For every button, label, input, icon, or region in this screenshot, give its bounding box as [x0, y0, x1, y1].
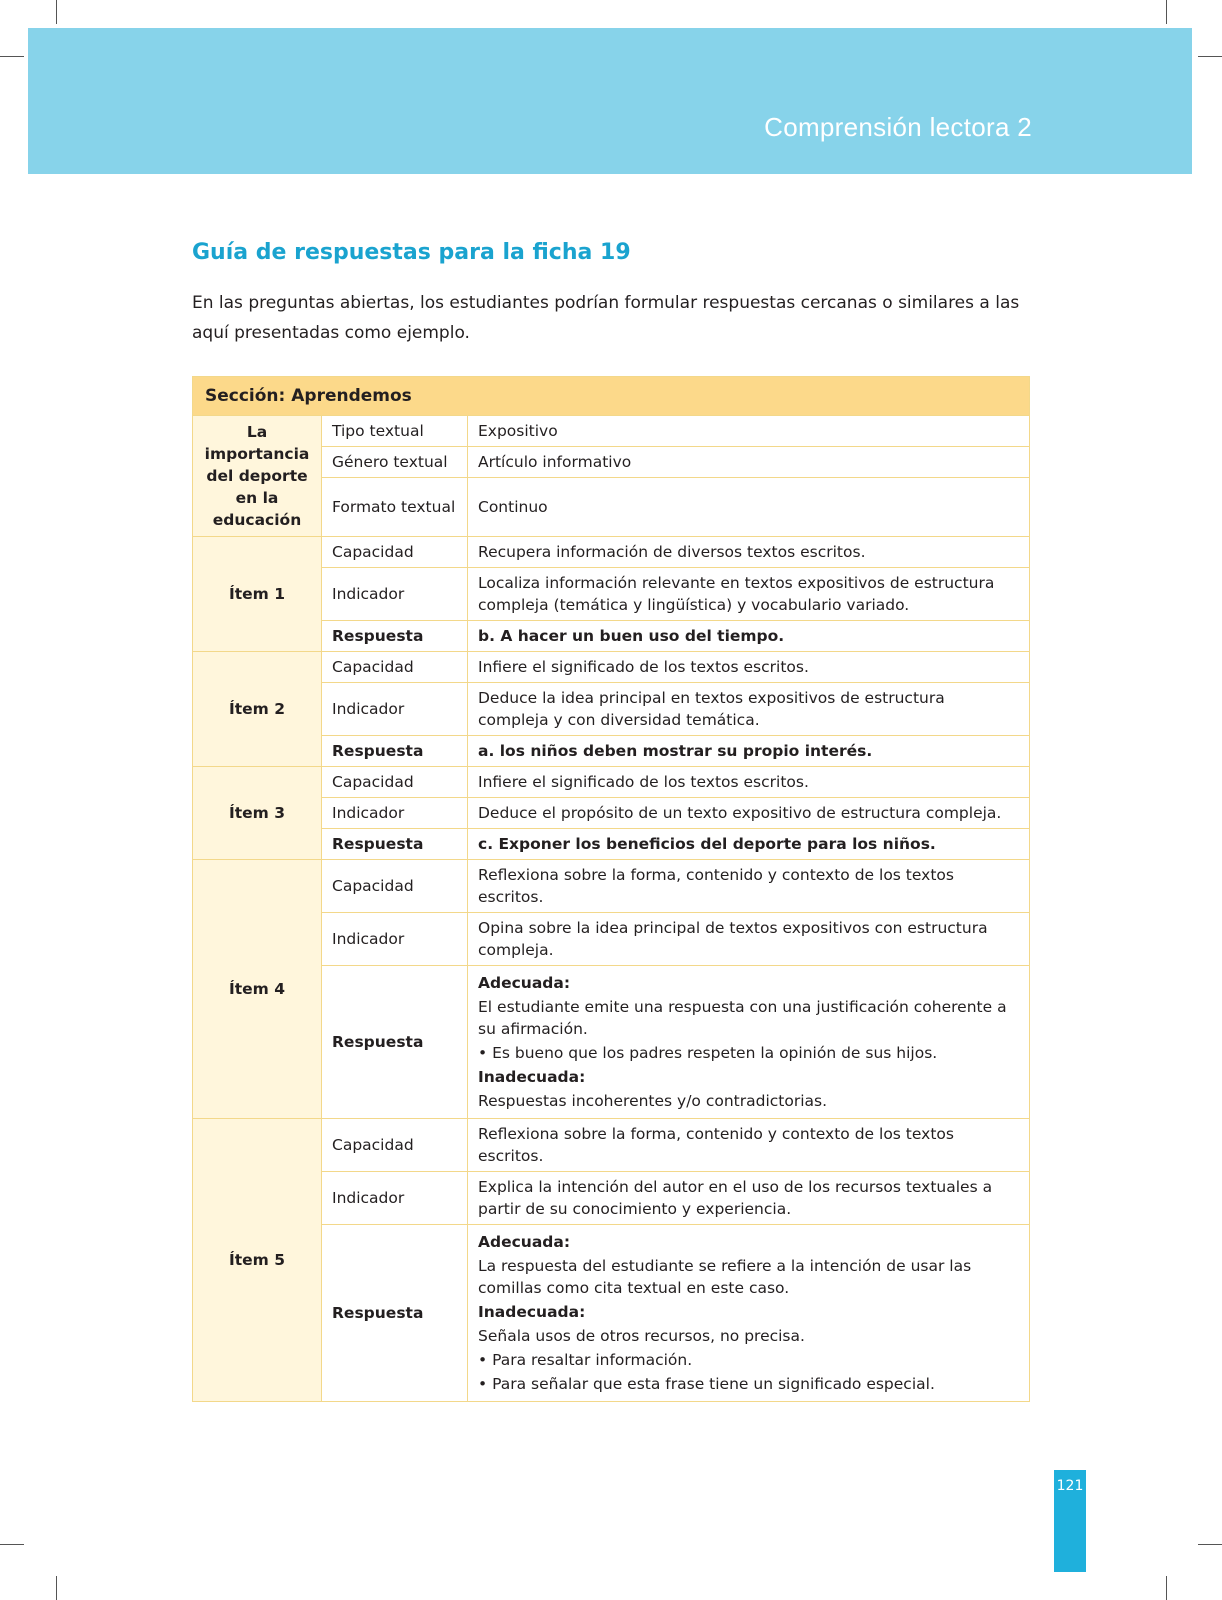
answer-cell: a. los niños deben mostrar su propio interés. — [468, 736, 1030, 767]
value-cell: Recupera información de diversos textos escritos. — [468, 537, 1030, 568]
item-name-cell: Ítem 1 — [193, 537, 322, 652]
value-cell: Artículo informativo — [468, 447, 1030, 478]
text-title-cell: La importancia del deporte en la educación — [193, 416, 322, 537]
label-cell: Indicador — [322, 568, 468, 621]
value-cell: Expositivo — [468, 416, 1030, 447]
value-cell: Reflexiona sobre la forma, contenido y contexto de los textos escritos. — [468, 860, 1030, 913]
page-number: 121 — [1056, 1478, 1084, 1494]
value-cell: Continuo — [468, 478, 1030, 537]
value-cell: Infiere el significado de los textos escritos. — [468, 767, 1030, 798]
label-cell: Respuesta — [322, 736, 468, 767]
answer-cell — [468, 966, 1030, 1119]
label-cell: Respuesta — [322, 966, 468, 1119]
label-cell: Capacidad — [322, 537, 468, 568]
intro-paragraph: En las preguntas abiertas, los estudiantes podrían formular respuestas cercanas o similares a las aquí presentadas como ejemplo. — [192, 293, 1020, 343]
label-cell: Respuesta — [322, 829, 468, 860]
crop-mark — [56, 0, 57, 24]
crop-mark — [1198, 56, 1222, 57]
answer-cell: b. A hacer un buen uso del tiempo. — [468, 621, 1030, 652]
page-title: Guía de respuestas para la ficha 19 — [192, 240, 631, 265]
crop-mark — [56, 1576, 57, 1600]
item-name-cell: Ítem 3 — [193, 767, 322, 860]
inadequate-text: Señala usos de otros recursos, no precisa. — [478, 1327, 805, 1345]
label-cell: Género textual — [322, 447, 468, 478]
table-row — [193, 537, 1030, 568]
answer-guide-table — [192, 376, 1030, 1402]
value-cell: Infiere el significado de los textos escritos. — [468, 652, 1030, 683]
adequate-text: El estudiante emite una respuesta con una justificación coherente a su afirmación. — [478, 998, 1007, 1038]
crop-mark — [1166, 0, 1167, 24]
item-name-cell: Ítem 5 — [193, 1119, 322, 1402]
crop-mark — [1166, 1576, 1167, 1600]
item-name-cell: Ítem 4 — [193, 860, 322, 1119]
table-row — [193, 767, 1030, 798]
inadequate-example: • Para resaltar información. — [478, 1351, 693, 1369]
label-cell: Capacidad — [322, 860, 468, 913]
crop-mark — [0, 56, 24, 57]
inadequate-example: • Para señalar que esta frase tiene un significado especial. — [478, 1375, 935, 1393]
value-cell: Deduce la idea principal en textos expositivos de estructura compleja y con diversidad temática. — [468, 683, 1030, 736]
header-band — [28, 28, 1192, 174]
label-cell: Indicador — [322, 683, 468, 736]
crop-mark — [0, 1544, 24, 1545]
inadequate-text: Respuestas incoherentes y/o contradictorias. — [478, 1092, 828, 1110]
label-cell: Capacidad — [322, 1119, 468, 1172]
adequate-example: • Es bueno que los padres respeten la opinión de sus hijos. — [478, 1044, 938, 1062]
label-cell: Indicador — [322, 913, 468, 966]
label-cell: Capacidad — [322, 652, 468, 683]
label-cell: Tipo textual — [322, 416, 468, 447]
label-cell: Respuesta — [322, 621, 468, 652]
label-cell: Indicador — [322, 1172, 468, 1225]
adequate-label: Adecuada: — [478, 974, 571, 992]
section-header: Sección: Aprendemos — [193, 377, 1030, 416]
label-cell: Respuesta — [322, 1225, 468, 1402]
answer-cell — [468, 1225, 1030, 1402]
value-cell: Localiza información relevante en textos expositivos de estructura compleja (temática y lingüística) y vocabulario variado. — [468, 568, 1030, 621]
table-row — [193, 1119, 1030, 1172]
answer-cell: c. Exponer los beneficios del deporte para los niños. — [468, 829, 1030, 860]
header-title: Comprensión lectora 2 — [764, 112, 1032, 142]
value-cell: Opina sobre la idea principal de textos expositivos con estructura compleja. — [468, 913, 1030, 966]
table-row — [193, 652, 1030, 683]
label-cell: Indicador — [322, 798, 468, 829]
crop-mark — [1198, 1544, 1222, 1545]
value-cell: Deduce el propósito de un texto expositivo de estructura compleja. — [468, 798, 1030, 829]
section-row — [193, 377, 1030, 416]
label-cell: Capacidad — [322, 767, 468, 798]
table-row — [193, 860, 1030, 913]
adequate-label: Adecuada: — [478, 1233, 571, 1251]
label-cell: Formato textual — [322, 478, 468, 537]
value-cell: Explica la intención del autor en el uso de los recursos textuales a partir de su conocimiento y experiencia. — [468, 1172, 1030, 1225]
value-cell: Reflexiona sobre la forma, contenido y contexto de los textos escritos. — [468, 1119, 1030, 1172]
adequate-text: La respuesta del estudiante se refiere a la intención de usar las comillas como cita textual en este caso. — [478, 1257, 972, 1297]
item-name-cell: Ítem 2 — [193, 652, 322, 767]
inadequate-label: Inadecuada: — [478, 1303, 586, 1321]
table-row — [193, 416, 1030, 447]
inadequate-label: Inadecuada: — [478, 1068, 586, 1086]
